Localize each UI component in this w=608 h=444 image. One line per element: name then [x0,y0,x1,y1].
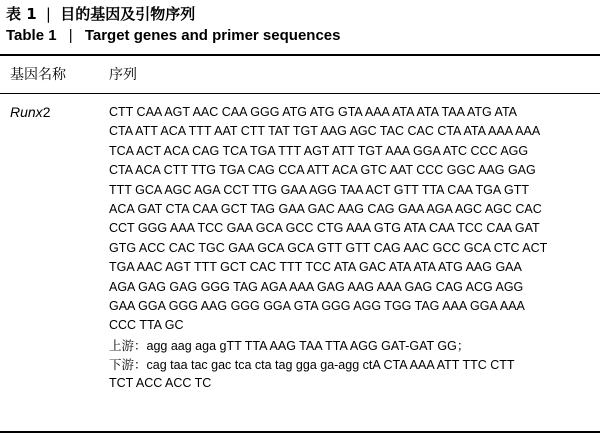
sequence-line: CTA ACA CTT TTG TGA CAG CCA ATT ACA GTC AAT CCC GGC AAG GAG [109,163,536,178]
title-separator-en: | [68,27,73,44]
gene-name-suffix: 2 [42,104,51,120]
downstream-primer-continued [109,374,599,393]
sequence-line: TCA ACT ACA CAG TCA TGA TTT AGT ATT TGT AAA GGA ATC CCC AGG [109,143,529,158]
table-top-rule [0,54,600,56]
table-number-cn: 表 1 [6,5,37,23]
downstream-label: 下游： [109,357,147,373]
table-header-rule [0,93,600,94]
sequence-line: GAA GGA GGG AAG GGG GGA GTA GGG AGG TGG TAG AAA GGA AAA [109,298,525,313]
sequence-line: GTG ACC CAC TGC GAA GCA GCA GTT GTT CAG AAC GCC GCA CTC ACT [109,240,548,255]
upstream-sequence: agg aag aga gTT TTA AAG TAA TTA AGG GAT-GAT GG； [146,338,470,353]
sequence-line: CTT CAA AGT AAC CAA GGG ATG ATG GTA AAA ATA ATA TAA ATG ATA [109,105,518,119]
sequence-line: CTA ATT ACA TTT AAT CTT TAT TGT AAG AGC TAC CAC CTA ATA AAA AAA [109,124,541,139]
sequence-cell [109,103,599,394]
upstream-primer [109,336,599,355]
sequence-line: CCC TTA GC [109,318,184,333]
header-gene-name: 基因名称 [10,67,66,83]
gene-name-italic: Runx [10,104,43,120]
sequence-line: AGA GAG GAG GGG TAG AGA AAA GAG AAG AAA GAG CAG ACG AGG [109,279,524,294]
upstream-label: 上游： [109,337,147,353]
sequence-line: TTT GCA AGC AGA CCT TTG GAA AGG TAA ACT GTT TTA CAA TGA GTT [109,182,530,197]
header-sequence: 序列 [109,67,137,83]
downstream-sequence-line-1: cag taa tac gac tca cta tag gga ga-agg ctA CTA AAA ATT TTC CTT [146,358,515,373]
sequence-line: ACA GAT CTA CAA GCT TAG GAA GAC AAG CAG GAA AGA AGC AGC CAC [109,201,542,216]
table-title-en [6,26,340,46]
sequence-line: TGA AAC AGT TTT GCT CAC TTT TCC ATA GAC ATA ATA ATG AAG GAA [109,260,522,275]
sequence-line: CCT GGG AAA TCC GAA GCA GCC CTG AAA GTG ATA CAA TCC CAA GAT [109,221,540,236]
downstream-sequence-line-2: TCT ACC ACC TC [109,376,212,391]
downstream-primer [109,355,599,374]
gene-name-cell [10,103,50,121]
table-caption-cn: 目的基因及引物序列 [60,5,196,23]
table-bottom-rule [0,431,600,433]
table-caption-en: Target genes and primer sequences [84,27,341,44]
table-number-en: Table 1 [6,27,57,44]
title-separator-cn: | [45,5,51,23]
table-title-cn [6,4,195,24]
